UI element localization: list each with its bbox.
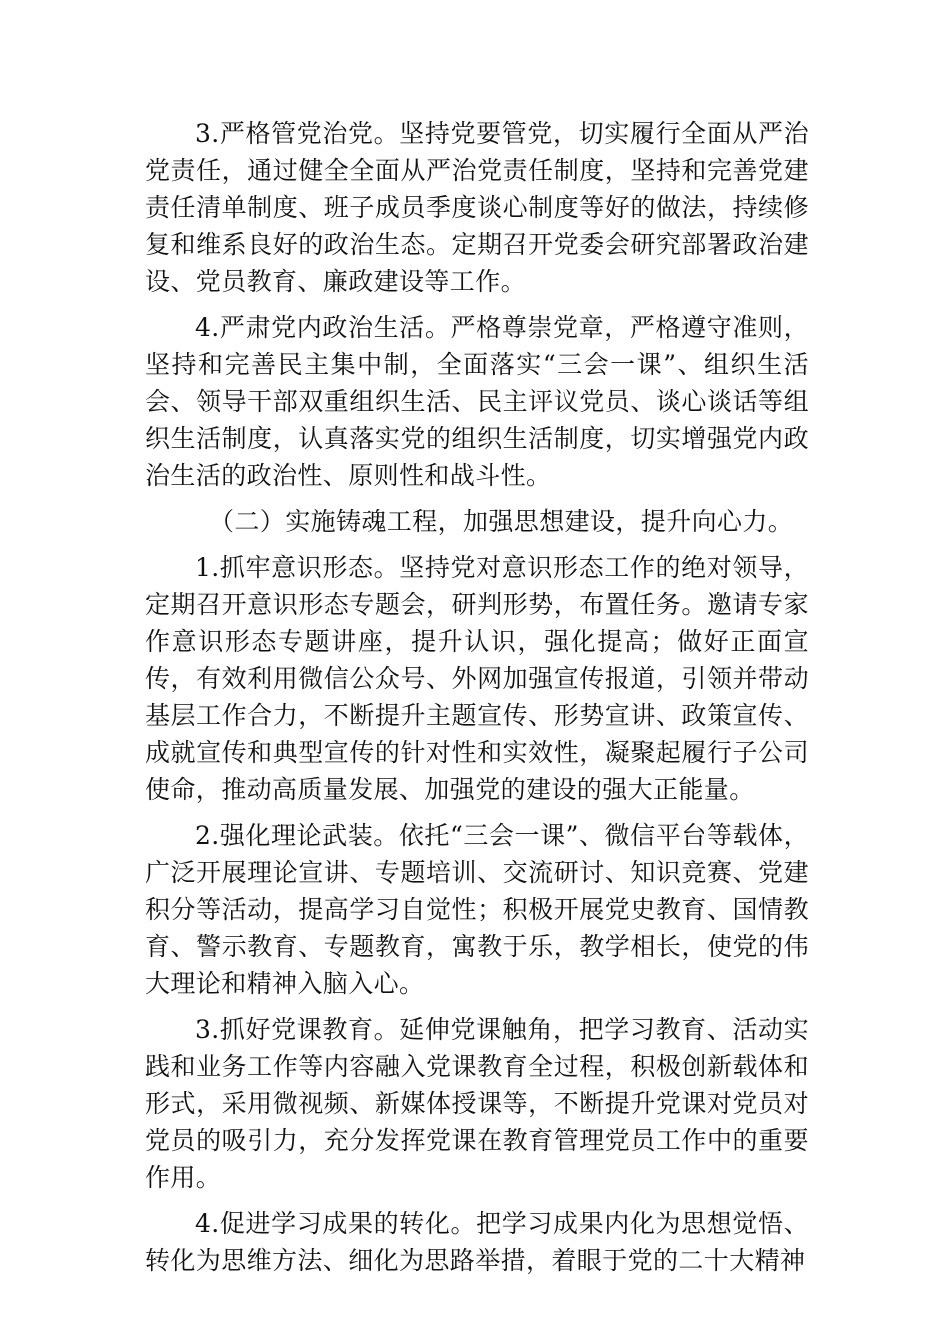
paragraph-theory-arming: 2.强化理论武装。依托“三会一课”、微信平台等载体，广泛开展理论宣讲、专题培训、交流研讨、知识竞赛、党建积分等活动，提高学习自觉性；积极开展党史教育、国情教育、警示教育、专题教育，寓教于乐，教学相长，使党的伟大理论和精神入脑入心。 [145,821,809,998]
paragraph-party-political-life: 4.严肃党内政治生活。严格尊崇党章，严格遵守准则，坚持和完善民主集中制，全面落实“三会一课”、组织生活会、领导干部双重组织生活、民主评议党员、谈心谈话等组织生活制度，认真落实党的组织生活制度，切实增强党内政治生活的政治性、原则性和战斗性。 [145,313,809,490]
document-body [145,115,809,1288]
paragraph-strict-party-governance: 3.严格管党治党。坚持党要管党，切实履行全面从严治党责任，通过健全全面从严治党责任制度，坚持和完善党建责任清单制度、班子成员季度谈心制度等好的做法，持续修复和维系良好的政治生态。定期召开党委会研究部署政治建设、党员教育、廉政建设等工作。 [145,119,809,296]
paragraph-party-lecture: 3.抓好党课教育。延伸党课触角，把学习教育、活动实践和业务工作等内容融入党课教育全过程，积极创新载体和形式，采用微视频、新媒体授课等，不断提升党课对党员对党员的吸引力，充分发挥党课在教育管理党员工作中的重要作用。 [145,1015,809,1192]
paragraph-learning-transformation: 4.促进学习成果的转化。把学习成果内化为思想觉悟、转化为思维方法、细化为思路举措，着眼于党的二十大精神 [145,1209,809,1275]
paragraph-ideology: 1.抓牢意识形态。坚持党对意识形态工作的绝对领导，定期召开意识形态专题会，研判形势，布置任务。邀请专家作意识形态专题讲座，提升认识，强化提高；做好正面宣传，有效利用微信公众号、外网加强宣传报道，引领并带动基层工作合力，不断提升主题宣传、形势宣讲、政策宣传、成就宣传和典型宣传的针对性和实效性，凝聚起履行子公司使命，推动高质量发展、加强党的建设的强大正能量。 [145,553,809,804]
section-heading-soul-casting: （二）实施铸魂工程，加强思想建设，提升向心力。 [209,507,794,536]
